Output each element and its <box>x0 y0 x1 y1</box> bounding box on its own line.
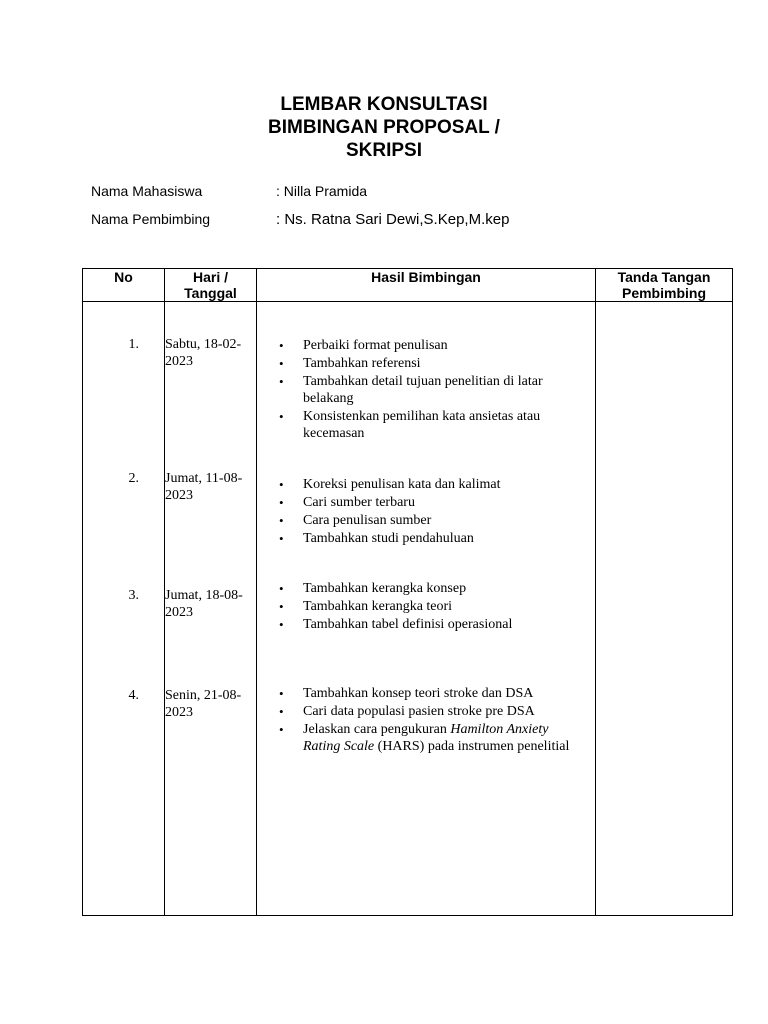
title-line-3: SKRIPSI <box>345 140 423 161</box>
entry-1-date-line-1: Sabtu, 18-02- <box>165 337 242 352</box>
list-item <box>257 598 595 615</box>
entry-4-date-line-1: Senin, 21-08- <box>165 688 242 703</box>
item-text: Tambahkan konsep teori stroke dan DSA <box>303 686 534 701</box>
entry-4-date-line-2: 2023 <box>165 705 193 720</box>
student-name-value: : Nilla Pramida <box>276 183 368 199</box>
item-text: Cari data populasi pasien stroke pre DSA <box>303 704 535 719</box>
entry-1-date <box>165 336 257 370</box>
list-item <box>257 408 595 442</box>
bullet-icon: • <box>279 374 284 389</box>
header-date-line-2: Tanggal <box>184 285 237 301</box>
bullet-icon: • <box>279 338 284 353</box>
header-signature <box>596 269 733 302</box>
bullet-icon: • <box>279 409 284 424</box>
bullet-icon: • <box>279 477 284 492</box>
header-signature-line-2: Pembimbing <box>621 285 706 301</box>
item-text: Tambahkan detail tujuan penelitian di latar belakang <box>303 374 543 406</box>
entry-3-date-line-1: Jumat, 18-08- <box>165 588 243 603</box>
list-item <box>257 721 595 755</box>
advisor-name-label: Nama Pembimbing <box>91 211 211 227</box>
table-body-row <box>83 302 733 916</box>
no-column <box>83 302 165 916</box>
bullet-icon: • <box>279 531 284 546</box>
entry-4-no: 4. <box>128 688 139 703</box>
student-name-label: Nama Mahasiswa <box>91 183 203 199</box>
item-text-prefix: Jelaskan cara pengukuran <box>303 722 451 737</box>
entry-2-date-line-1: Jumat, 11-08- <box>165 471 243 486</box>
list-item <box>257 476 595 493</box>
entry-2-date-line-2: 2023 <box>165 488 193 503</box>
entry-3-date-line-2: 2023 <box>165 605 193 620</box>
entry-2-items <box>257 476 595 548</box>
bullet-icon: • <box>279 513 284 528</box>
list-item <box>257 616 595 633</box>
list-item <box>257 355 595 372</box>
list-item <box>257 580 595 597</box>
bullet-icon: • <box>279 722 284 737</box>
bullet-icon: • <box>279 599 284 614</box>
item-text: Tambahkan referensi <box>303 356 421 371</box>
header-signature-line-1: Tanda Tangan <box>617 269 711 285</box>
title-line-1: LEMBAR KONSULTASI <box>280 94 488 115</box>
header-date-line-1: Hari / <box>192 269 228 285</box>
consultation-table <box>82 268 733 916</box>
result-column <box>257 302 596 916</box>
entry-1-no: 1. <box>128 337 139 352</box>
date-column <box>165 302 257 916</box>
list-item <box>257 530 595 547</box>
item-text: Perbaiki format penulisan <box>303 338 448 353</box>
bullet-icon: • <box>279 686 284 701</box>
item-text: Tambahkan studi pendahuluan <box>303 531 474 546</box>
item-text: Cari sumber terbaru <box>303 495 415 510</box>
item-text: Tambahkan kerangka teori <box>303 599 453 614</box>
list-item <box>257 703 595 720</box>
list-item <box>257 685 595 702</box>
item-text: Konsistenkan pemilihan kata ansietas atau kecemasan <box>303 409 541 441</box>
table-header-row <box>83 269 733 302</box>
header-date <box>165 269 257 302</box>
bullet-icon: • <box>279 495 284 510</box>
list-item <box>257 373 595 407</box>
entry-4-items <box>257 685 595 756</box>
list-item <box>257 494 595 511</box>
header-result: Hasil Bimbingan <box>257 269 596 302</box>
list-item <box>257 337 595 354</box>
entry-3-no: 3. <box>128 588 139 603</box>
document-title <box>0 93 768 162</box>
bullet-icon: • <box>279 581 284 596</box>
item-text: Cara penulisan sumber <box>303 513 432 528</box>
item-text: Tambahkan kerangka konsep <box>303 581 467 596</box>
item-text-italic: Hamilton Anxiety Rating Scale <box>303 722 549 754</box>
bullet-icon: • <box>279 617 284 632</box>
item-text-suffix: (HARS) pada instrumen penelitial <box>374 739 570 754</box>
signature-column <box>596 302 733 916</box>
item-text: Koreksi penulisan kata dan kalimat <box>303 477 501 492</box>
header-no: No <box>83 269 165 302</box>
entry-4-date <box>165 687 257 721</box>
entry-1-items <box>257 337 595 443</box>
entry-1-date-line-2: 2023 <box>165 354 193 369</box>
title-line-2: BIMBINGAN PROPOSAL / <box>268 117 500 138</box>
advisor-name-value: : Ns. Ratna Sari Dewi,S.Kep,M.kep <box>276 211 510 228</box>
bullet-icon: • <box>279 704 284 719</box>
entry-2-no: 2. <box>128 471 139 486</box>
entry-3-items <box>257 580 595 634</box>
list-item <box>257 512 595 529</box>
entry-3-date <box>165 587 257 621</box>
entry-2-date <box>165 470 257 504</box>
item-text: Tambahkan tabel definisi operasional <box>303 617 513 632</box>
bullet-icon: • <box>279 356 284 371</box>
